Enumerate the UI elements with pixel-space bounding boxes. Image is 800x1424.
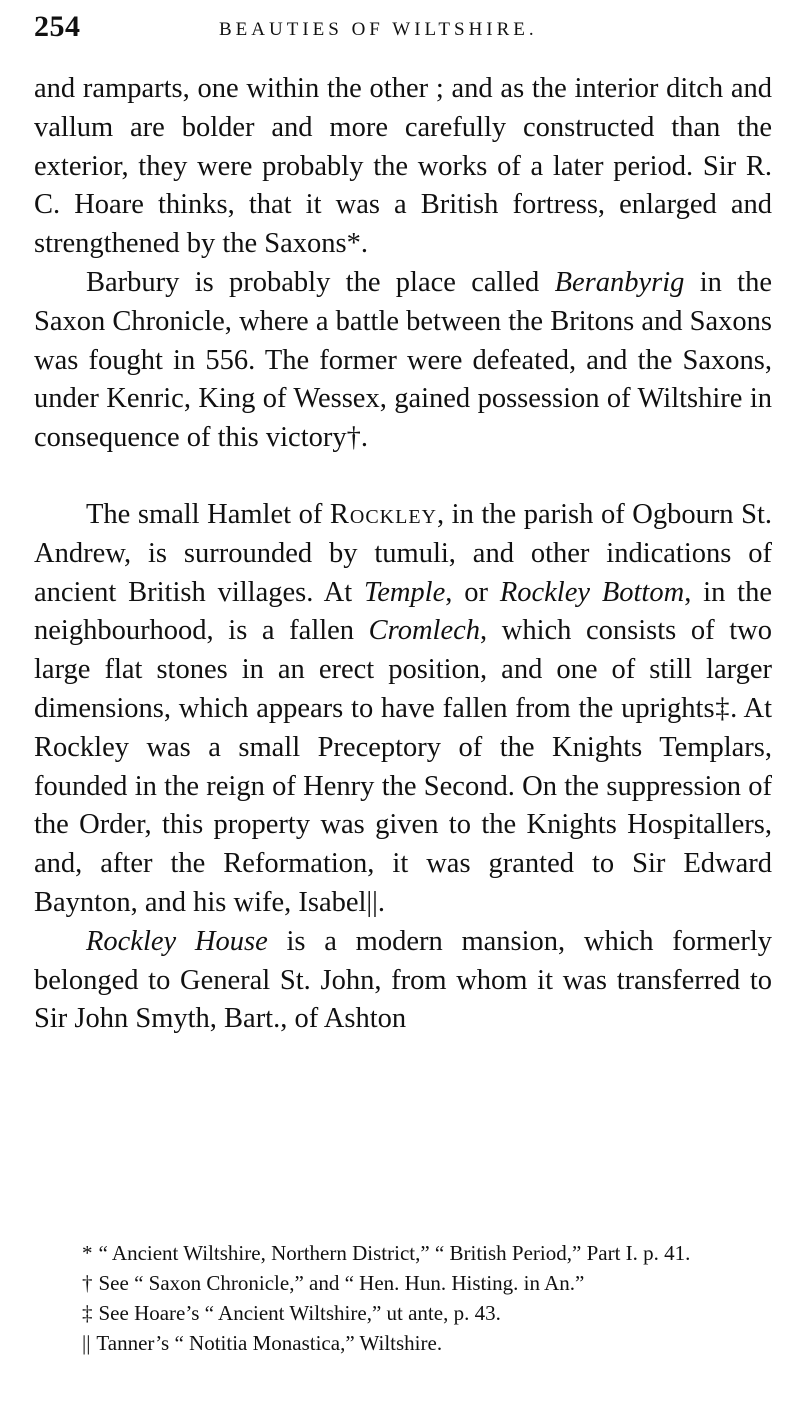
italic-term-cromlech: Cromlech xyxy=(368,615,481,647)
footnote-mark: ‡ xyxy=(82,1301,93,1325)
text-run: in the Saxon Chronicle, where a battle between the Britons and Saxons was fought in 556. The former were defeated, and the Saxons, under Kenric, King of Wessex, gained possession of Wiltshire in consequence of this victory†. xyxy=(34,266,772,454)
footnote xyxy=(34,1328,772,1358)
footnote-mark: || xyxy=(82,1331,91,1355)
running-title: BEAUTIES OF WILTSHIRE. xyxy=(219,19,538,40)
footnote xyxy=(34,1238,772,1268)
text-run: , in the parish of Ogbourn St. Andrew, is surrounded by tumuli, and other indications of ancient British villages. At xyxy=(34,498,772,608)
footnotes xyxy=(34,1238,772,1358)
body-text xyxy=(34,70,772,1039)
page-number: 254 xyxy=(34,10,81,43)
text-run: Barbury is probably the place called xyxy=(86,266,555,298)
footnote-mark: * xyxy=(82,1241,93,1265)
small-caps-rockley: Rockley xyxy=(329,498,437,530)
text-run: , or xyxy=(445,576,500,608)
paragraph-fortress xyxy=(34,70,772,264)
footnote xyxy=(34,1298,772,1328)
paragraph-rockley-house xyxy=(34,923,772,1039)
footnote-text: See “ Saxon Chronicle,” and “ Hen. Hun. Histing. in An.” xyxy=(98,1271,585,1295)
footnote-text: See Hoare’s “ Ancient Wiltshire,” ut ante, p. 43. xyxy=(98,1301,501,1325)
footnote-text: “ Ancient Wiltshire, Northern District,” “ British Period,” Part I. p. 41. xyxy=(98,1241,691,1265)
text-run: The small Hamlet of xyxy=(86,498,330,530)
italic-term-rockley-house: Rockley House xyxy=(86,925,268,957)
paragraph-fortress-text: and ramparts, one within the other ; and as the interior ditch and vallum are bolder and more carefully constructed than the exterior, they were probably the works of a later period. Sir R. C. Hoare thinks, that it was a British fortress, enlarged and strengthened by the Saxons*. xyxy=(34,73,772,260)
footnote-mark: † xyxy=(82,1271,93,1295)
paragraph-rockley xyxy=(34,496,772,923)
running-head xyxy=(34,10,774,50)
italic-term-temple: Temple xyxy=(363,576,446,608)
text-run: is a modern mansion, which formerly belonged to General St. John, from whom it was transferred to Sir John Smyth, Bart., of Ashton xyxy=(34,925,773,1035)
paragraph-barbury xyxy=(34,264,772,458)
text-run: , in the neighbourhood, is a fallen xyxy=(34,576,772,647)
text-run: , which consists of two large flat stones in an erect position, and one of still larger dimensions, which appears to have fallen from the uprights‡. At Rockley was a small Preceptory of the Knights Templars, founded in the reign of Henry the Second. On the suppression of the Order, this property was given to the Knights Hospitallers, and, after the Reformation, it was granted to Sir Edward Baynton, and his wife, Isabel||. xyxy=(34,615,772,918)
italic-term-rockley-bottom: Rockley Bottom xyxy=(499,576,685,608)
footnote xyxy=(34,1268,772,1298)
footnote-text: Tanner’s “ Notitia Monastica,” Wiltshire. xyxy=(96,1331,443,1355)
italic-term-beranbyrig: Beranbyrig xyxy=(554,266,685,298)
